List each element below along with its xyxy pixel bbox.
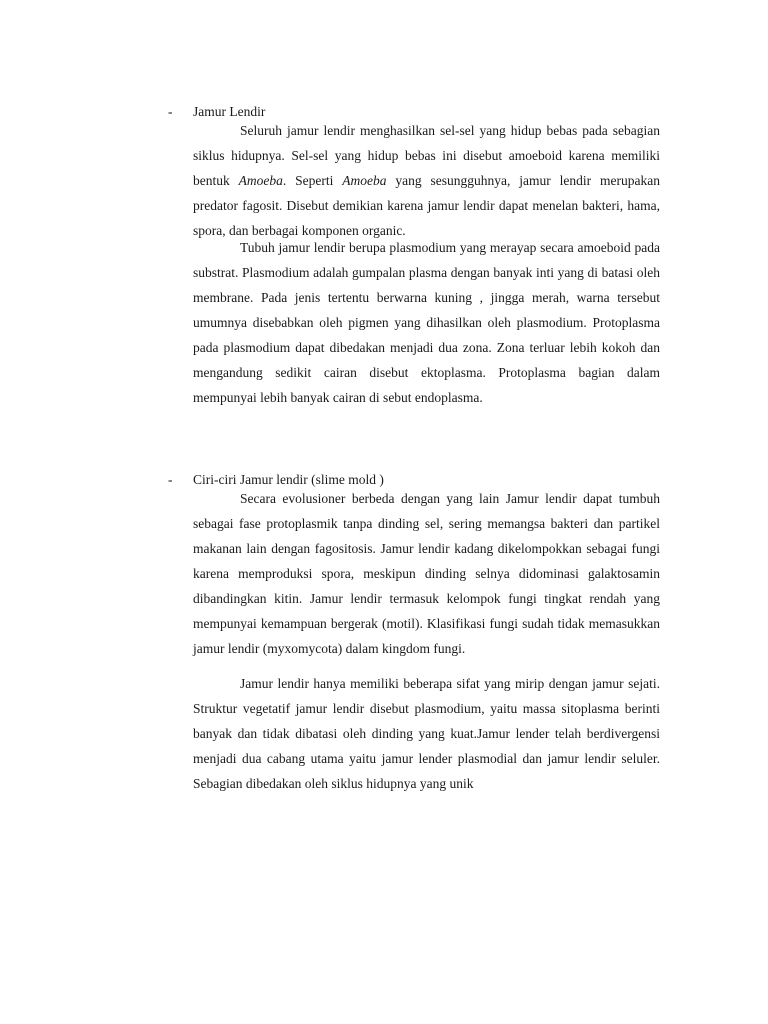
section-heading-row [168, 103, 660, 121]
section-heading: Jamur Lendir [193, 104, 266, 119]
bullet-dash: - [168, 472, 173, 487]
paragraph [193, 235, 660, 410]
italic-term: Amoeba [238, 173, 283, 188]
text-run: yang sesungguhnya, jamur lendir merupakan predator fagosit. Disebut demikian karena jamur lendir dapat menelan bakteri, hama, spora, dan berbagai komponen organic. [193, 173, 661, 238]
section-heading-row [168, 471, 660, 489]
paragraph [193, 486, 660, 661]
text-run: . Seperti [282, 173, 343, 188]
italic-term: Amoeba [342, 173, 387, 188]
text-run: Seluruh jamur lendir menghasilkan sel-sel yang hidup bebas pada sebagian siklus hidupnya. Sel-sel yang hidup bebas ini disebut amoeboid karena memiliki bentuk [193, 123, 660, 188]
paragraph [193, 671, 660, 796]
section-jamur-lendir [168, 103, 660, 410]
bullet-dash: - [168, 104, 173, 119]
section-ciri-ciri [168, 471, 660, 796]
text-run: Secara evolusioner berbeda dengan yang lain Jamur lendir dapat tumbuh sebagai fase protoplasmik tanpa dinding sel, sering memangsa bakteri dan partikel makanan lain dengan fagositosis. Jamur lendir kadang dikelompokkan sebagai fungi karena memproduksi spora, meskipun dinding selnya didominasi galaktosamin dibandingkan kitin. Jamur lendir termasuk kelompok fungi tingkat rendah yang mempunyai kemampuan bergerak (motil). Klasifikasi fungi sudah tidak memasukkan jamur lendir (myxomycota) dalam kingdom fungi. [193, 491, 660, 656]
text-run: Tubuh jamur lendir berupa plasmodium yang merayap secara amoeboid pada substrat. Plasmodium adalah gumpalan plasma dengan banyak inti yang di batasi oleh membrane. Pada jenis tertentu berwarna kuning , jingga merah, warna tersebut umumnya disebabkan oleh pigmen yang dihasilkan oleh plasmodium. Protoplasma pada plasmodium dapat dibedakan menjadi dua zona. Zona terluar lebih kokoh dan mengandung sedikit cairan disebut ektoplasma. Protoplasma bagian dalam mempunyai lebih banyak cairan di sebut endoplasma. [193, 240, 660, 405]
section-heading: Ciri-ciri Jamur lendir (slime mold ) [193, 472, 384, 487]
paragraph [193, 118, 660, 243]
text-run: Jamur lendir hanya memiliki beberapa sifat yang mirip dengan jamur sejati. Struktur vegetatif jamur lendir disebut plasmodium, yaitu massa sitoplasma berinti banyak dan tidak dibatasi oleh dinding yang kuat.Jamur lender telah berdivergensi menjadi dua cabang utama yaitu jamur lender plasmodial dan jamur lendir seluler. Sebagian dibedakan oleh siklus hidupnya yang unik [193, 676, 660, 791]
